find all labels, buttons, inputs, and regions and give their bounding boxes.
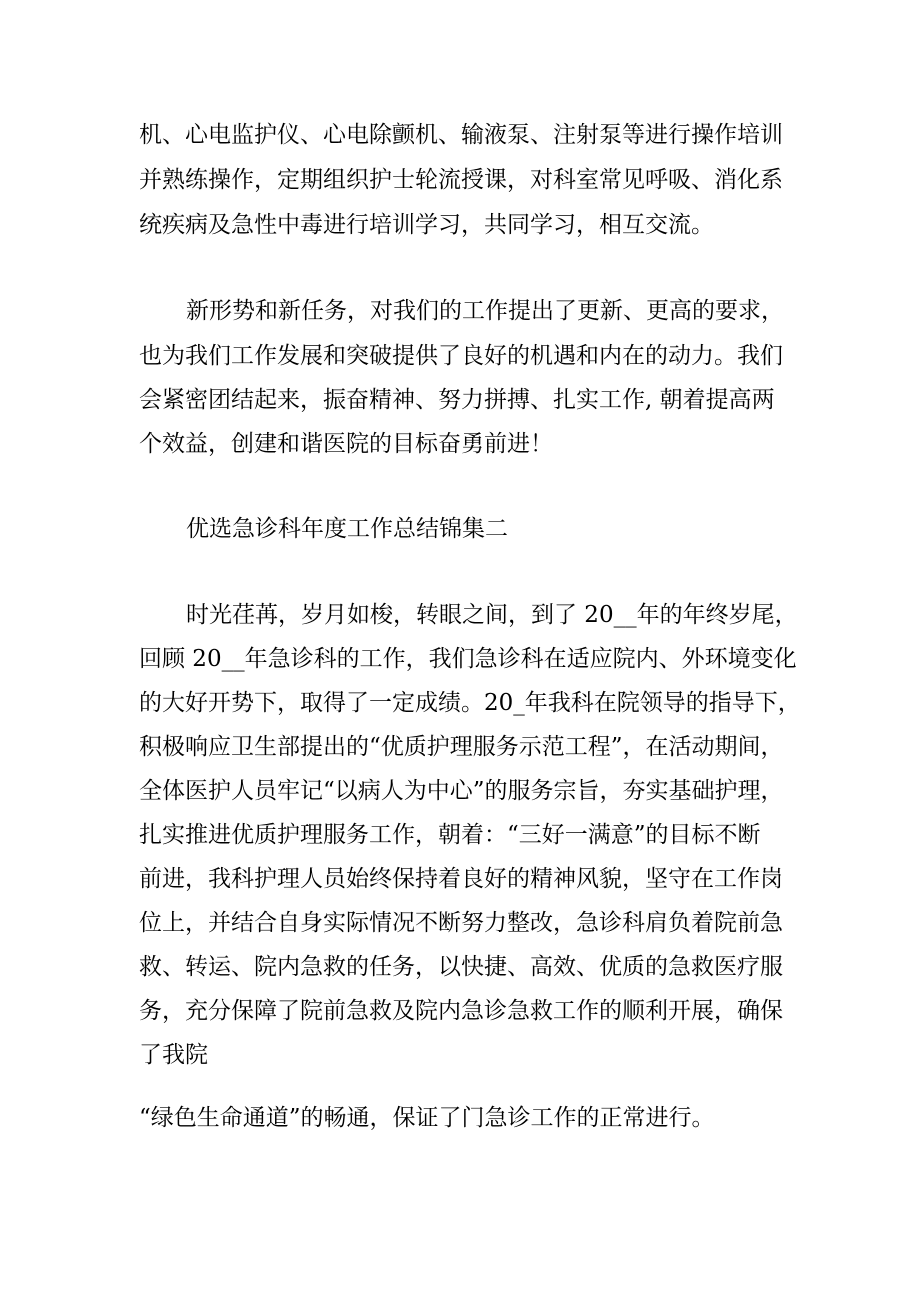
paragraph-2-line-4: 个效益，创建和谐医院的目标奋勇前进！	[139, 431, 553, 457]
paragraph-2-line-2: 也为我们工作发展和突破提供了良好的机遇和内在的动力。我们	[139, 343, 783, 369]
paragraph-3-line-1: 时光荏苒，岁月如梭，转眼之间，到了 20__年的年终岁尾，	[186, 602, 798, 628]
paragraph-3-line-7: 前进，我科护理人员始终保持着良好的精神风貌，坚守在工作岗	[139, 866, 783, 892]
paragraph-4-line-1: “绿色生命通道”的畅通，保证了门急诊工作的正常进行。	[139, 1105, 715, 1131]
paragraph-3-line-8: 位上，并结合自身实际情况不断努力整改，急诊科肩负着院前急	[139, 910, 783, 936]
paragraph-3-line-9: 救、转运、院内急救的任务，以快捷、高效、优质的急救医疗服	[139, 954, 783, 980]
paragraph-1-line-2: 并熟练操作，定期组织护士轮流授课，对科室常见呼吸、消化系	[139, 167, 783, 193]
paragraph-1-line-3: 统疾病及急性中毒进行培训学习，共同学习，相互交流。	[139, 212, 714, 238]
paragraph-3-line-10: 务，充分保障了院前急救及院内急诊急救工作的顺利开展，确保	[139, 998, 783, 1024]
paragraph-3-line-4: 积极响应卫生部提出的“优质护理服务示范工程”，在活动期间，	[139, 734, 784, 760]
paragraph-3-line-3: 的大好开势下，取得了一定成绩。20_年我科在院领导的指导下，	[139, 690, 801, 716]
paragraph-3-line-5: 全体医护人员牢记“以病人为中心”的服务宗旨，夯实基础护理，	[139, 778, 784, 804]
paragraph-3-line-11: 了我院	[139, 1042, 208, 1068]
paragraph-3-line-2: 回顾 20__年急诊科的工作，我们急诊科在适应院内、外环境变化	[139, 646, 797, 672]
paragraph-2-line-1: 新形势和新任务，对我们的工作提出了更新、更高的要求，	[186, 298, 784, 324]
paragraph-2-line-3: 会紧密团结起来，振奋精神、努力拼搏、扎实工作, 朝着提高两	[139, 387, 775, 413]
paragraph-1-line-1: 机、心电监护仪、心电除颤机、输液泵、注射泵等进行操作培训	[139, 122, 783, 148]
paragraph-3-line-6: 扎实推进优质护理服务工作，朝着：“三好一满意”的目标不断	[139, 822, 761, 848]
section-heading: 优选急诊科年度工作总结锦集二	[186, 516, 508, 542]
